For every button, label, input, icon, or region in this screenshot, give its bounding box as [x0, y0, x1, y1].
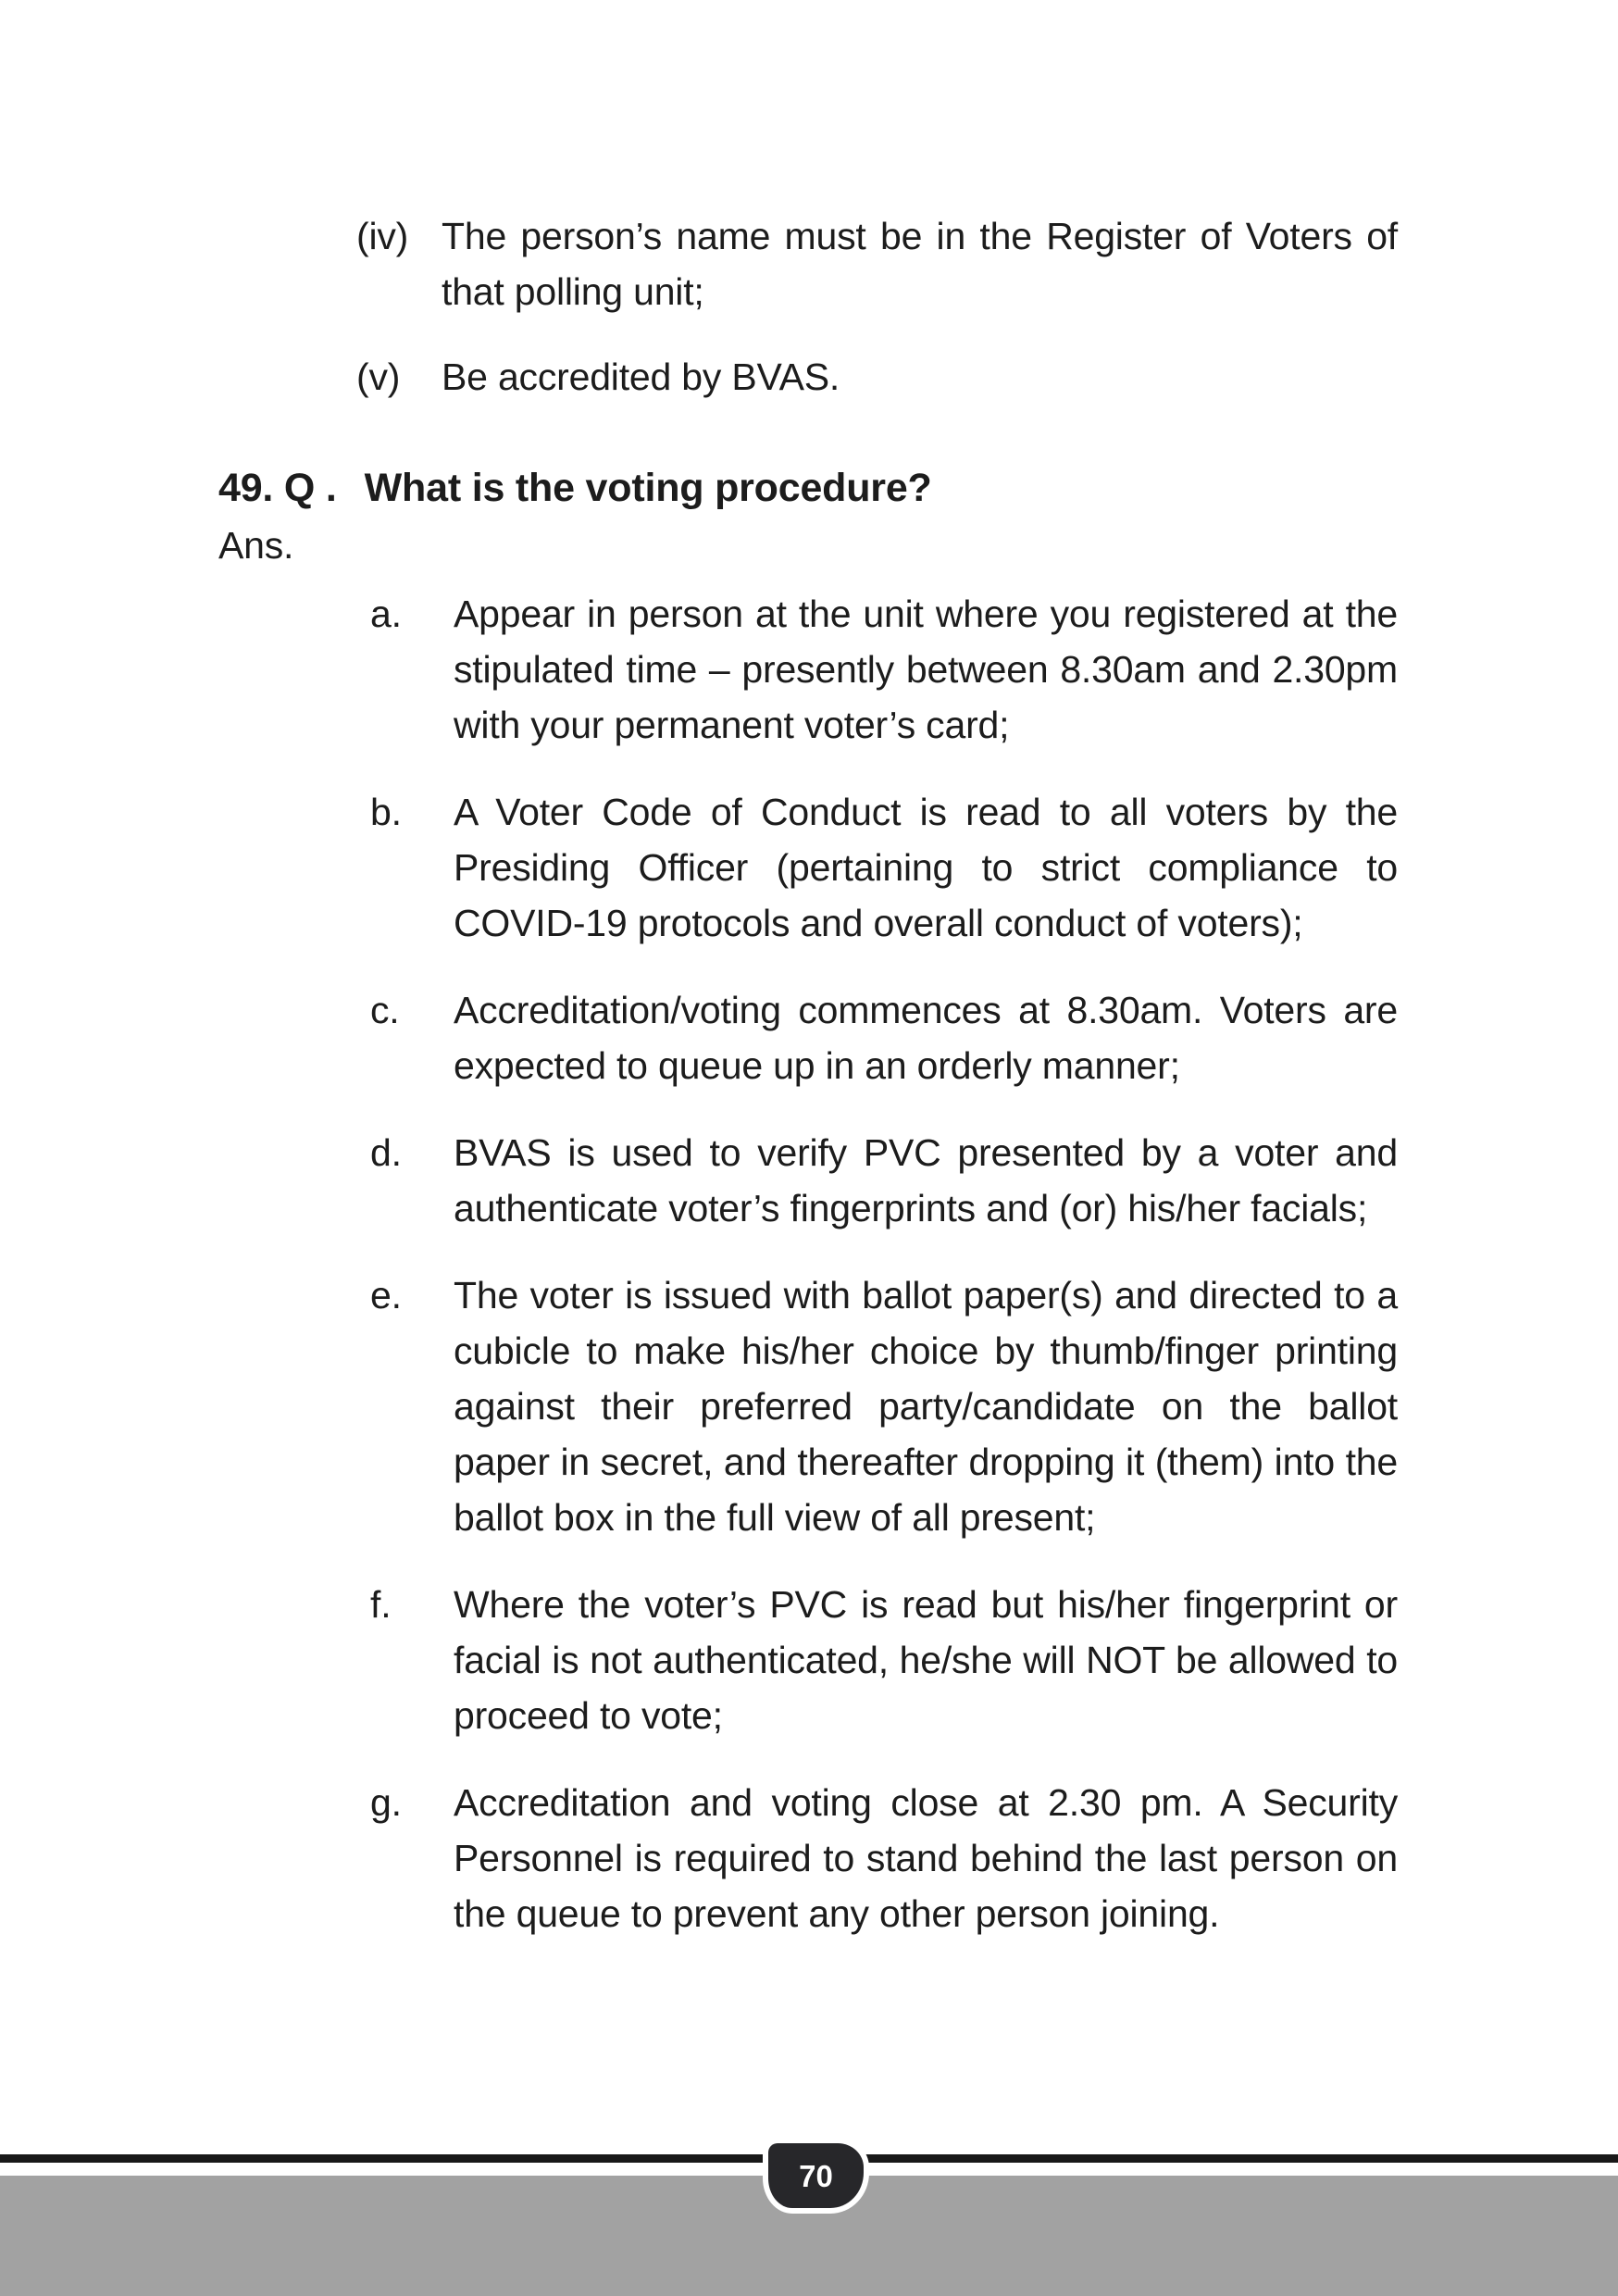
list-marker: c.: [370, 989, 400, 1031]
list-text: A Voter Code of Conduct is read to all voters by the Presiding Officer (pertaining to strict compliance to COVID-19 protocols and overall conduct of voters);: [454, 791, 1398, 944]
list-item-c: [370, 982, 1618, 1093]
question-heading: [218, 460, 1618, 516]
list-text: BVAS is used to verify PVC presented by a voter and authenticate voter’s fingerprints and (or) his/her facials;: [454, 1131, 1398, 1229]
page-content: [0, 208, 1618, 1973]
page-number-badge: [768, 2143, 864, 2208]
roman-list: [356, 208, 1618, 405]
list-marker: (v): [356, 356, 401, 398]
list-text: Accreditation and voting close at 2.30 pm. A Security Personnel is required to stand behind the last person on the queue to prevent any other person joining.: [454, 1781, 1398, 1935]
question-text: What is the voting procedure?: [364, 466, 932, 510]
list-text: The person’s name must be in the Register of Voters of that polling unit;: [442, 215, 1398, 313]
list-item-v: [356, 349, 1618, 405]
list-marker: (iv): [356, 215, 409, 257]
list-text: Be accredited by BVAS.: [442, 356, 840, 398]
list-item-d: [370, 1125, 1618, 1236]
list-text: Appear in person at the unit where you registered at the stipulated time – presently between 8.30am and 2.30pm with your permanent voter’s card;: [454, 593, 1398, 746]
list-marker: g.: [370, 1781, 402, 1824]
list-text: The voter is issued with ballot paper(s) and directed to a cubicle to make his/her choice by thumb/finger printing against their preferred party/candidate on the ballot paper in secret, and thereafter dropping it (them) into the ballot box in the full view of all present;: [454, 1274, 1398, 1539]
list-item-g: [370, 1775, 1618, 1941]
answer-label: Ans.: [218, 524, 294, 567]
list-item-b: [370, 784, 1618, 951]
list-marker: f.: [370, 1583, 392, 1626]
list-text: Where the voter’s PVC is read but his/her fingerprint or facial is not authenticated, he/she will NOT be allowed to proceed to vote;: [454, 1583, 1398, 1737]
list-marker: d.: [370, 1131, 402, 1174]
list-marker: b.: [370, 791, 402, 833]
list-item-e: [370, 1267, 1618, 1545]
answer-list: [370, 586, 1618, 1941]
list-item-a: [370, 586, 1618, 753]
question-number: 49. Q .: [218, 466, 337, 510]
list-text: Accreditation/voting commences at 8.30am. Voters are expected to queue up in an orderly manner;: [454, 989, 1398, 1087]
list-item-iv: [356, 208, 1618, 319]
list-marker: a.: [370, 593, 402, 635]
list-marker: e.: [370, 1274, 402, 1316]
list-item-f: [370, 1577, 1618, 1743]
page-number: 70: [799, 2158, 833, 2193]
